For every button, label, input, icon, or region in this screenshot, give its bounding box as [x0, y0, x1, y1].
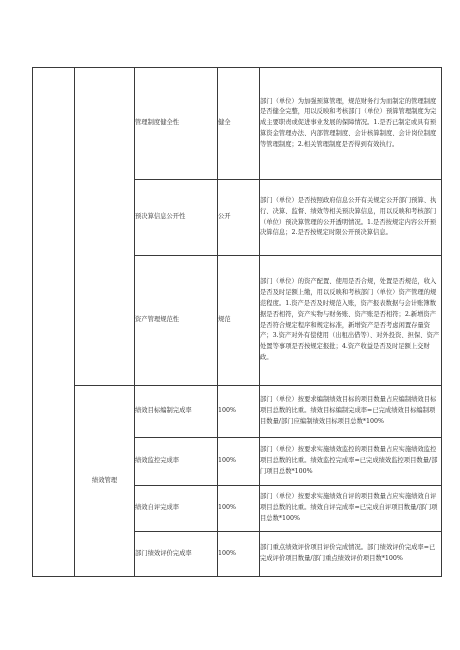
indicator-description: 部门（单位）是否按照政府信息公开有关规定公开部门预算、执行、决算、监督、绩效等相关预决算信息，用以反映和考核部门（单位）预决算管理的公开透明情况。1.是否按规定内容公开预决算信息；2.是否按规定时限公开预决算信息。: [260, 180, 442, 256]
group-cell: [75, 68, 135, 386]
table-row: [33, 68, 442, 180]
group-cell: 绩效管理: [75, 386, 135, 577]
indicator-description: 部门（单位）的资产配置、使用是否合规，处置是否规范，收入是否及时足额上缴，用以反映和考核部门（单位）资产管理的规范程度。1.资产是否及时规范入账，资产报表数据与会计账簿数据是否相符，资产实物与财务账、资产账是否相符；2.新增资产是否符合规定程序和规定标准，新增资产是否考虑闲置存量资产；3.资产对外有偿使用（出租出借等）、对外投资、担保、资产处置等事项是否按规定报批；4.资产收益是否及时足额上交财政。: [260, 256, 442, 386]
indicator-name: 部门绩效评价完成率: [135, 532, 218, 577]
indicator-target: 规范: [218, 256, 260, 386]
indicator-name: 管理制度健全性: [135, 68, 218, 180]
indicator-description: 部门重点绩效评价项目评价完成情况。部门绩效评价完成率=已完成评价项目数量/部门重点绩效评价项目数*100%: [260, 532, 442, 577]
indicator-description: 部门（单位）为加强预算管理，规范财务行为而制定的管理制度是否健全完整，用以反映和考核部门（单位）预算管理制度为完成主要职责或促进事业发展的保障情况。1.是否已制定或具有预算资金管理办法、内部管理制度、会计核算制度、会计岗位制度等管理制度；2.相关管理制度是否得到有效执行。: [260, 68, 442, 180]
indicator-target: 100%: [218, 386, 260, 438]
indicator-name: 绩效目标编制完成率: [135, 386, 218, 438]
category-cell: [33, 68, 75, 577]
indicator-name: 资产管理规范性: [135, 256, 218, 386]
indicator-target: 100%: [218, 438, 260, 486]
indicator-name: 绩效自评完成率: [135, 486, 218, 532]
indicator-target: 100%: [218, 532, 260, 577]
indicator-table: [32, 67, 442, 577]
indicator-description: 部门（单位）按要求编制绩效目标的项目数量占应编制绩效目标项目总数的比重。绩效目标编制完成率=已完成绩效目标编制项目数量/部门应编制绩效目标项目总数*100%: [260, 386, 442, 438]
indicator-target: 公开: [218, 180, 260, 256]
indicator-description: 部门（单位）按要求实施绩效自评的项目数量占应实施绩效自评项目总数的比重。绩效自评完成率=已完成自评项目数量/部门项目总数*100%: [260, 486, 442, 532]
table-row: [33, 386, 442, 438]
indicator-name: 绩效监控完成率: [135, 438, 218, 486]
indicator-description: 部门（单位）按要求实施绩效监控的项目数量占应实施绩效监控项目总数的比重。绩效监控完成率=已完成绩效监控项目数量/部门项目总数*100%: [260, 438, 442, 486]
indicator-target: 100%: [218, 486, 260, 532]
indicator-target: 健全: [218, 68, 260, 180]
indicator-name: 预决算信息公开性: [135, 180, 218, 256]
